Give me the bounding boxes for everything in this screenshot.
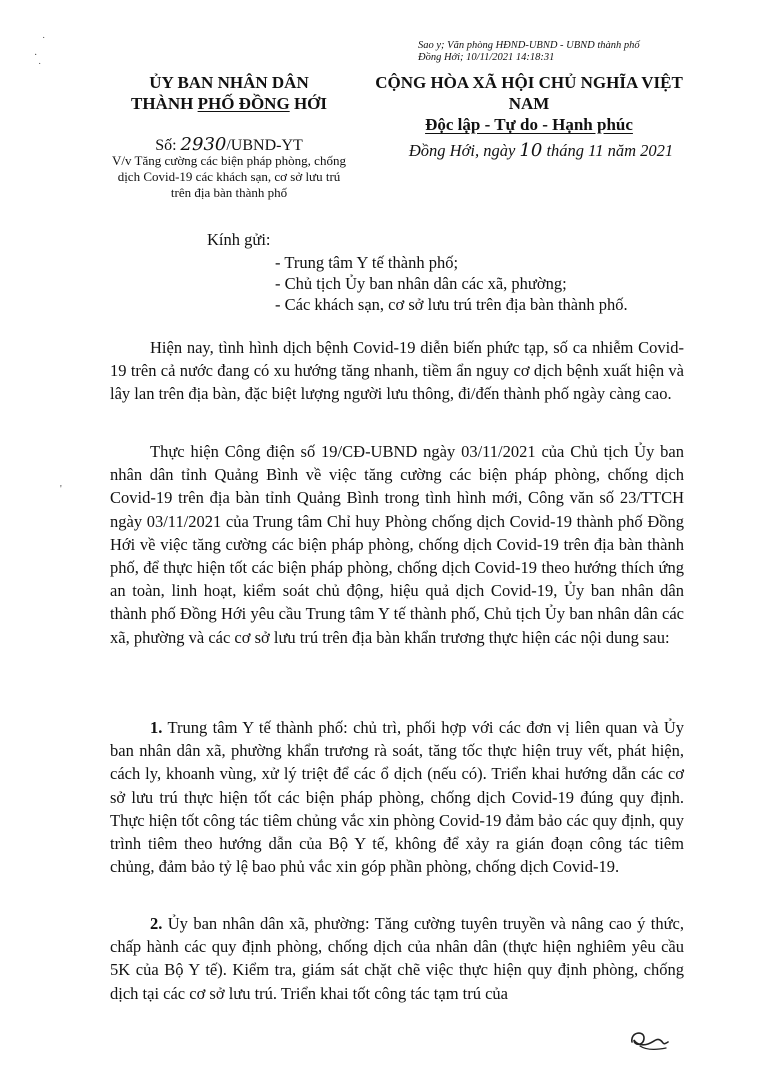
date-suffix: tháng 11 năm 2021 — [542, 141, 674, 160]
agency-line2-suffix: HỚI — [289, 94, 327, 113]
agency-line2-underlined: PHỐ ĐỒNG — [197, 94, 290, 113]
scan-speck: ' — [60, 484, 62, 495]
place-date — [386, 140, 696, 161]
doc-number-suffix: /UBND-YT — [226, 137, 303, 154]
copy-stamp-line2: Đồng Hới; 10/11/2021 14:18:31 — [418, 52, 555, 63]
body-paragraph-3 — [110, 716, 684, 878]
national-header — [374, 72, 684, 135]
nation-motto: Độc lập - Tự do - Hạnh phúc — [425, 115, 633, 134]
item-text-2: Ủy ban nhân dân xã, phường: Tăng cường tuyên truyền và nâng cao ý thức, chấp hành các quy định phòng, chống dịch của nhân dân (thực hiện nghiêm yêu cầu 5K của Bộ Y tế). Kiểm tra, giám sát chặt chẽ việc thực hiện quy định phòng, chống dịch tại các cơ sở lưu trú. Triển khai tốt công tác tạm trú của — [110, 914, 684, 1003]
doc-number-handwritten: 2930 — [180, 134, 227, 155]
scan-speck: ˙ — [38, 62, 42, 73]
body-paragraph-2: Thực hiện Công điện số 19/CĐ-UBND ngày 03/11/2021 của Chủ tịch Ủy ban nhân dân tỉnh Quảng Bình về việc tăng cường các biện pháp phòng, chống dịch Covid-19 trên địa bàn tỉnh Quảng Bình trong tình hình mới, Công văn số 23/TTCH ngày 03/11/2021 của Trung tâm Chỉ huy Phòng chống dịch Covid-19 thành phố Đồng Hới về việc tăng cường các biện pháp phòng, chống dịch Covid-19 trên địa bàn thành phố, để thực hiện tốt các biện pháp phòng, chống dịch Covid-19 theo hướng thích ứng an toàn, linh hoạt, kiểm soát chủ động, hiệu quả dịch Covid-19, Ủy ban nhân dân thành phố Đồng Hới yêu cầu Trung tâm Y tế thành phố, Chủ tịch Ủy ban nhân dân các xã, phường và các cơ sở lưu trú trên địa bàn khẩn trương thực hiện các nội dung sau: — [110, 442, 684, 647]
body-paragraph-4 — [110, 912, 684, 1005]
recipient-list — [275, 252, 628, 315]
document-subject: V/v Tăng cường các biện pháp phòng, chống dịch Covid-19 các khách sạn, cơ sở lưu trú trên địa bàn thành phố — [112, 153, 346, 200]
initials-mark — [626, 1024, 674, 1060]
date-day-handwritten: 10 — [519, 140, 543, 161]
scan-speck: ˙ — [42, 36, 46, 47]
item-text-1: Trung tâm Y tế thành phố: chủ trì, phối hợp với các đơn vị liên quan và Ủy ban nhân dân xã, phường khẩn trương rà soát, tăng tốc thực hiện truy vết, phát hiện, cách ly, khoanh vùng, xử lý triệt để các ổ dịch (nếu có). Triển khai hướng dẫn các cơ sở lưu trú thực hiện tốt các biện pháp phòng, chống dịch Covid-19 đúng quy định. Thực hiện tốt công tác tiêm chủng vắc xin phòng Covid-19 đảm bảo các quy định, quy trình tiêm theo hướng dẫn của Bộ Y tế, không để xảy ra gián đoạn công tác tiêm chủng, đảm bảo tỷ lệ bao phủ vắc xin góp phần phòng, chống dịch Covid-19. — [110, 718, 684, 877]
item-number-2: 2. — [150, 914, 163, 933]
kinh-gui-label: Kính gửi: — [207, 230, 271, 249]
recipient-item: - Trung tâm Y tế thành phố; — [275, 253, 459, 272]
issuing-agency — [106, 72, 352, 114]
doc-number-prefix: Số: — [155, 137, 181, 154]
item-number-1: 1. — [150, 718, 163, 737]
document-number — [106, 134, 352, 155]
date-prefix: Đồng Hới, ngày — [408, 141, 520, 160]
copy-stamp-line1: Sao y; Văn phòng HĐND-UBND - UBND thành phố — [418, 40, 640, 51]
recipient-item: - Các khách sạn, cơ sở lưu trú trên địa bàn thành phố. — [275, 295, 628, 314]
agency-line2 — [106, 93, 352, 114]
copy-stamp — [418, 40, 718, 64]
body-paragraph-1: Hiện nay, tình hình dịch bệnh Covid-19 diễn biến phức tạp, số ca nhiễm Covid-19 trên cả nước đang có xu hướng tăng nhanh, tiềm ẩn nguy cơ dịch bệnh xuất hiện và lây lan trên địa bàn, đặc biệt lượng người lưu thông, đi/đến thành phố ngày càng cao. — [110, 338, 684, 404]
agency-line2-prefix: THÀNH — [131, 94, 198, 113]
scan-speck: · — [34, 50, 38, 61]
nation-name: CỘNG HÒA XÃ HỘI CHỦ NGHĨA VIỆT NAM — [375, 73, 683, 113]
agency-line1: ỦY BAN NHÂN DÂN — [149, 73, 309, 92]
recipient-item: - Chủ tịch Ủy ban nhân dân các xã, phường; — [275, 274, 567, 293]
